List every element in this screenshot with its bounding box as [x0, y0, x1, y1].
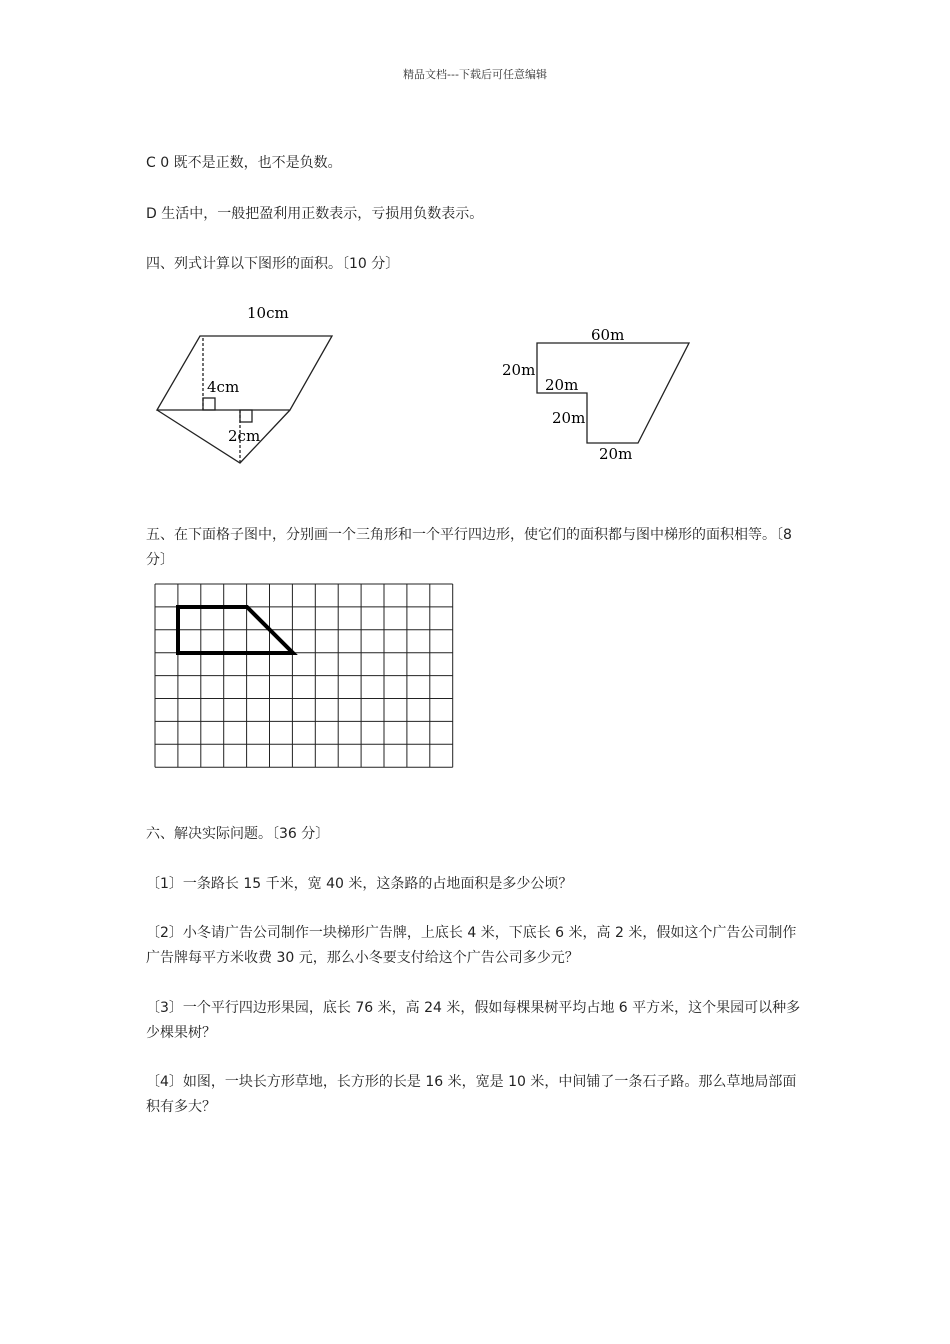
question-2: 〔2〕小冬请广告公司制作一块梯形广告牌，上底长 4 米，下底长 6 米，高 2 米，假如这个广告公司制作广告牌每平方米收费 30 元，那么小冬要支付给这个广告公司多少元？ [146, 925, 797, 966]
section5-title: 五、在下面格子图中，分别画一个三角形和一个平行四边形，使它们的面积都与图中梯形的面积相等。〔8 分〕 [146, 527, 792, 568]
right-angle-mark [240, 410, 252, 422]
option-d: D 生活中，一般把盈利用正数表示，亏损用负数表示。 [146, 206, 484, 222]
label-20m-step: 20m [545, 376, 579, 394]
option-c: C 0 既不是正数，也不是负数。 [146, 155, 342, 171]
section4-title: 四、列式计算以下图形的面积。〔10 分〕 [146, 256, 400, 272]
label-20m-bottom: 20m [599, 445, 633, 463]
grid-figure [150, 578, 460, 774]
label-20m-step-vertical: 20m [552, 409, 586, 427]
label-4cm: 4cm [207, 378, 240, 396]
label-10cm: 10cm [247, 304, 289, 322]
question-3: 〔3〕一个平行四边形果园，底长 76 米，高 24 米，假如每棵果树平均占地 6 平方米，这个果园可以种多少棵果树？ [146, 1000, 801, 1041]
parallelogram [157, 336, 332, 410]
label-20m-left: 20m [502, 361, 536, 379]
section6-title: 六、解决实际问题。〔36 分〕 [146, 826, 330, 842]
right-angle-mark [203, 398, 215, 410]
label-60m: 60m [591, 326, 625, 344]
question-4: 〔4〕如图，一块长方形草地，长方形的长是 16 米，宽是 10 米，中间铺了一条石子路。那么草地局部面积有多大？ [146, 1074, 797, 1115]
page-header: 精品文档---下载后可任意编辑 [403, 68, 547, 81]
label-2cm: 2cm [228, 427, 261, 445]
figure-composite-shape [495, 320, 705, 470]
question-1: 〔1〕一条路长 15 千米，宽 40 米，这条路的占地面积是多少公顷？ [146, 876, 573, 892]
figure-parallelogram-triangle [150, 295, 350, 470]
triangle [157, 410, 290, 463]
